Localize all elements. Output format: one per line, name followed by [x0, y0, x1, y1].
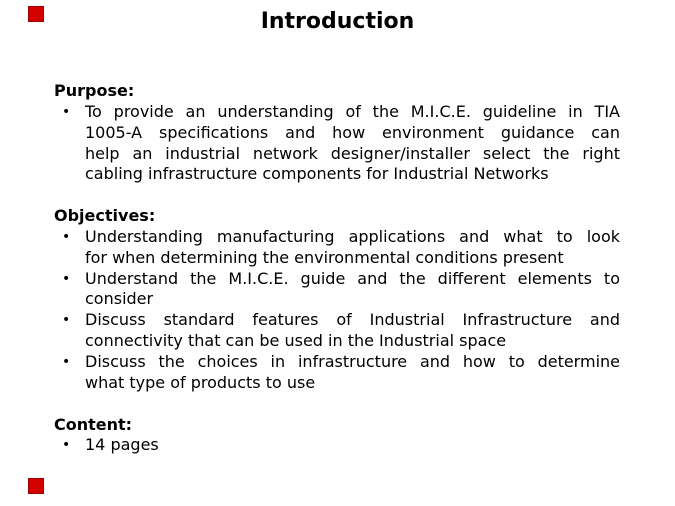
line-text: help an industrial network designer/installer select the right	[85, 143, 620, 163]
bullet-continuation-line	[54, 331, 620, 352]
line-text: consider	[85, 289, 154, 309]
bullet-continuation-line	[54, 289, 620, 310]
bullet-line	[54, 435, 620, 456]
bullet-icon: •	[62, 270, 71, 287]
line-text: Discuss standard features of Industrial Infrastructure and	[85, 310, 620, 330]
bullet-line	[54, 102, 620, 123]
line-text: connectivity that can be used in the Industrial space	[85, 331, 507, 351]
bullet-line	[54, 352, 620, 373]
bullet-icon: •	[62, 228, 71, 245]
slide-title: Introduction	[260, 9, 415, 34]
line-text: what type of products to use	[85, 372, 316, 392]
bullet-continuation-line	[54, 164, 620, 185]
bullet-continuation-line	[54, 248, 620, 269]
bullet-icon: •	[62, 312, 71, 329]
line-text: Discuss the choices in infrastructure and how to determine	[85, 351, 620, 371]
section-heading: Objectives:	[54, 206, 156, 226]
bullet-icon: •	[62, 353, 71, 370]
line-text: 1005-A specifications and how environment guidance can	[85, 122, 620, 142]
line-text: To provide an understanding of the M.I.C.E. guideline in TIA	[85, 101, 620, 121]
section-heading: Purpose:	[54, 81, 135, 100]
line-text: Understand the M.I.C.E. guide and the different elements to	[85, 268, 620, 288]
content-block	[54, 81, 620, 456]
line-text: for when determining the environmental conditions present	[85, 247, 564, 267]
bullet-line	[54, 310, 620, 331]
red-accent-square-bottom	[28, 478, 44, 494]
bullet-line	[54, 269, 620, 290]
bullet-icon: •	[62, 437, 71, 454]
line-text: 14 pages	[85, 435, 159, 455]
blank-line	[54, 394, 620, 415]
line-text: cabling infrastructure components for Industrial Networks	[85, 164, 549, 184]
line-text: Understanding manufacturing applications and what to look	[85, 226, 620, 246]
bullet-continuation-line	[54, 373, 620, 394]
bullet-icon: •	[62, 103, 71, 120]
blank-line	[54, 185, 620, 206]
section-heading: Content:	[54, 414, 133, 434]
bullet-continuation-line	[54, 123, 620, 144]
bullet-continuation-line	[54, 144, 620, 165]
bullet-line	[54, 227, 620, 248]
